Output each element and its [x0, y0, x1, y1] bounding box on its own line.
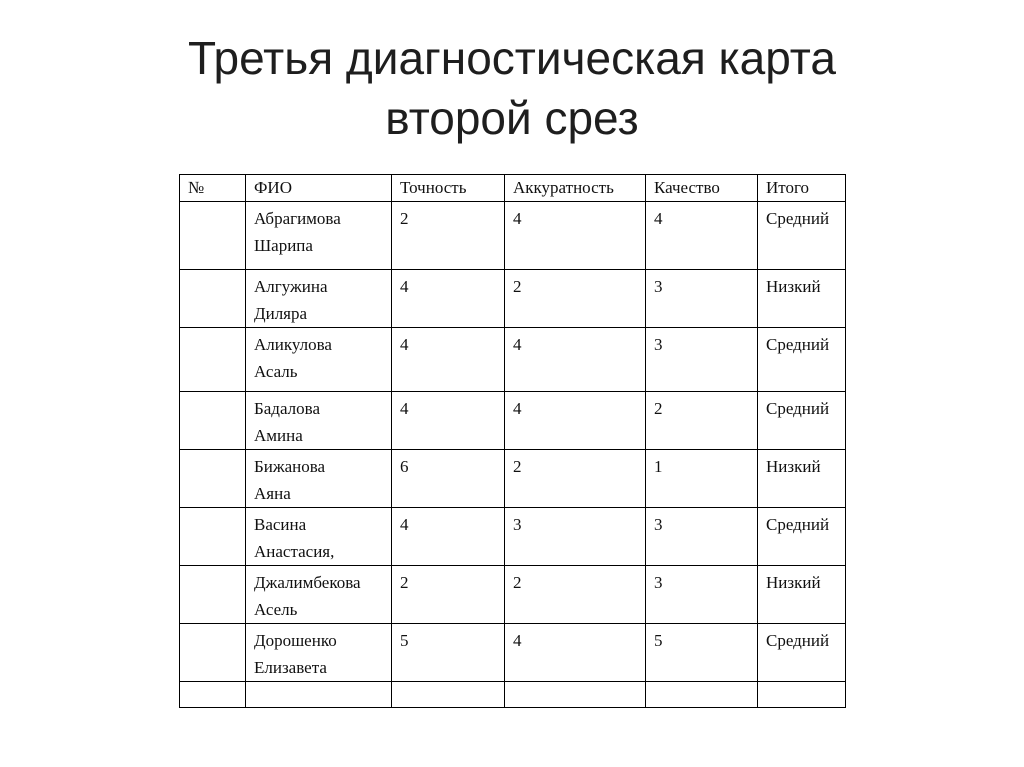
header-total: Итого	[758, 175, 846, 202]
name-surname: Аликулова	[254, 335, 332, 354]
cell-number	[180, 682, 246, 708]
table-row	[180, 566, 846, 624]
header-accuracy: Точность	[392, 175, 505, 202]
title-line-2: второй срез	[385, 92, 639, 144]
name-surname: Абрагимова	[254, 209, 341, 228]
header-neatness: Аккуратность	[505, 175, 646, 202]
table-row-empty	[180, 682, 846, 708]
cell-total: Низкий	[758, 270, 846, 328]
name-surname: Васина	[254, 515, 307, 534]
cell-quality: 3	[646, 328, 758, 392]
cell-accuracy: 4	[392, 328, 505, 392]
cell-total	[758, 682, 846, 708]
table-row	[180, 392, 846, 450]
cell-total: Низкий	[758, 566, 846, 624]
cell-accuracy: 4	[392, 392, 505, 450]
table-row	[180, 202, 846, 270]
name-given: Анастасия,	[254, 542, 335, 561]
cell-neatness: 4	[505, 624, 646, 682]
table-row	[180, 508, 846, 566]
name-surname: Джалимбекова	[254, 573, 361, 592]
cell-number	[180, 450, 246, 508]
cell-number	[180, 270, 246, 328]
name-given: Елизавета	[254, 658, 327, 677]
cell-quality: 1	[646, 450, 758, 508]
cell-accuracy: 4	[392, 508, 505, 566]
cell-accuracy: 2	[392, 202, 505, 270]
cell-number	[180, 328, 246, 392]
cell-accuracy: 6	[392, 450, 505, 508]
name-surname: Алгужина	[254, 277, 328, 296]
cell-neatness	[505, 682, 646, 708]
name-given: Диляра	[254, 304, 308, 323]
name-surname: Бадалова	[254, 399, 320, 418]
name-surname: Бижанова	[254, 457, 326, 476]
cell-total: Средний	[758, 392, 846, 450]
slide-title	[0, 28, 1024, 148]
cell-neatness: 2	[505, 450, 646, 508]
cell-total: Средний	[758, 202, 846, 270]
cell-quality: 3	[646, 566, 758, 624]
header-quality: Качество	[646, 175, 758, 202]
cell-name	[246, 566, 392, 624]
cell-accuracy: 4	[392, 270, 505, 328]
table-row	[180, 270, 846, 328]
cell-accuracy	[392, 682, 505, 708]
cell-name	[246, 450, 392, 508]
table-row	[180, 624, 846, 682]
name-given: Аяна	[254, 484, 291, 503]
name-given: Асель	[254, 600, 298, 619]
cell-neatness: 3	[505, 508, 646, 566]
cell-total: Средний	[758, 624, 846, 682]
cell-quality	[646, 682, 758, 708]
cell-number	[180, 508, 246, 566]
cell-neatness: 2	[505, 270, 646, 328]
cell-neatness: 4	[505, 392, 646, 450]
cell-name	[246, 270, 392, 328]
title-line-1: Третья диагностическая карта	[188, 32, 836, 84]
cell-name	[246, 508, 392, 566]
cell-name	[246, 392, 392, 450]
cell-number	[180, 566, 246, 624]
cell-quality: 5	[646, 624, 758, 682]
cell-number	[180, 202, 246, 270]
cell-number	[180, 392, 246, 450]
cell-accuracy: 2	[392, 566, 505, 624]
cell-name	[246, 624, 392, 682]
cell-total: Низкий	[758, 450, 846, 508]
cell-quality: 3	[646, 508, 758, 566]
name-given: Амина	[254, 426, 303, 445]
cell-quality: 4	[646, 202, 758, 270]
name-surname: Дорошенко	[254, 631, 337, 650]
cell-neatness: 4	[505, 328, 646, 392]
cell-total: Средний	[758, 508, 846, 566]
cell-quality: 2	[646, 392, 758, 450]
name-given: Шарипа	[254, 236, 313, 255]
name-given: Асаль	[254, 362, 298, 381]
table-row	[180, 328, 846, 392]
cell-neatness: 4	[505, 202, 646, 270]
cell-neatness: 2	[505, 566, 646, 624]
cell-total: Средний	[758, 328, 846, 392]
table-row	[180, 450, 846, 508]
cell-number	[180, 624, 246, 682]
cell-quality: 3	[646, 270, 758, 328]
table-header-row	[180, 175, 846, 202]
results-table	[179, 174, 846, 708]
cell-name	[246, 682, 392, 708]
cell-name	[246, 328, 392, 392]
cell-name	[246, 202, 392, 270]
cell-accuracy: 5	[392, 624, 505, 682]
header-number: №	[180, 175, 246, 202]
header-name: ФИО	[246, 175, 392, 202]
